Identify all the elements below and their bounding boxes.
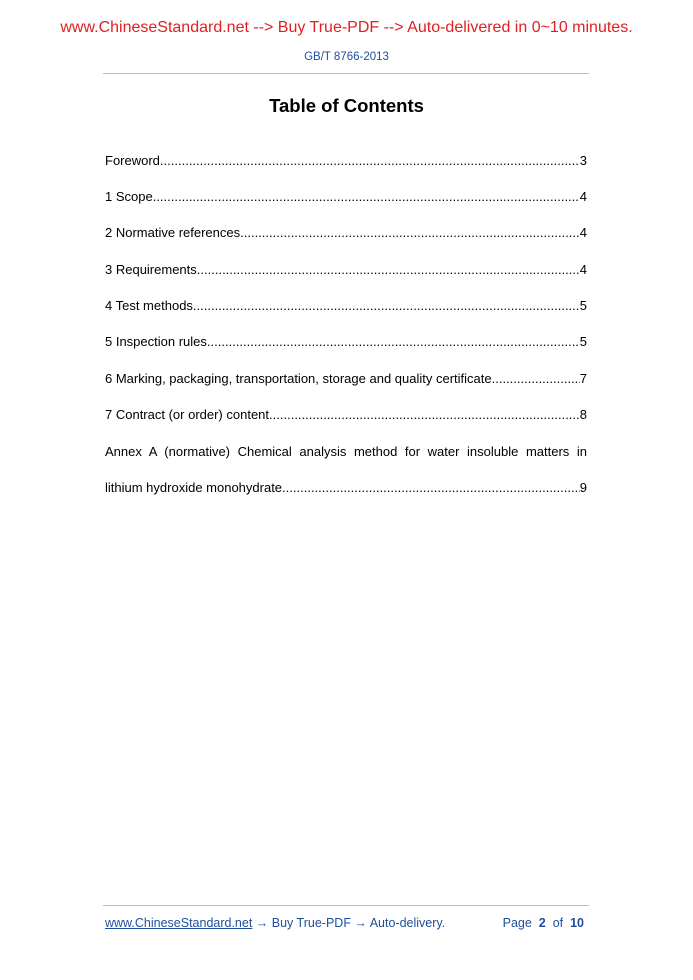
toc-dot-leader [492,371,580,386]
toc-entry-requirements[interactable] [105,262,587,277]
arrow-right-icon: → [252,916,272,930]
toc-dot-leader [197,262,580,277]
toc-page-number: 8 [579,407,587,422]
current-page: 2 [538,916,546,930]
toc-entry-test-methods[interactable] [105,298,587,313]
toc-entry-normative-references[interactable] [105,225,587,240]
toc-dot-leader [160,153,580,168]
toc-page-number: 3 [579,153,587,168]
toc-entry-scope[interactable] [105,189,587,204]
page-label: Page [502,916,532,930]
footer-divider [103,905,589,906]
toc-page-number: 4 [579,225,587,240]
toc-page-number: 4 [579,262,587,277]
toc-dot-leader [153,189,580,204]
footer-site-link[interactable]: www.ChineseStandard.net [105,916,253,930]
toc-entry-contract-content[interactable] [105,407,587,422]
toc-entry-marking-packaging[interactable] [105,371,587,386]
footer-promo [105,916,445,930]
page-of-label: of [552,916,564,930]
toc-dot-leader [240,225,580,240]
toc-page-number: 7 [579,371,587,386]
header-divider [103,73,589,74]
toc-entry-inspection-rules[interactable] [105,334,587,349]
toc-entry-annex-a-line2[interactable] [105,480,587,495]
top-banner[interactable]: www.ChineseStandard.net --> Buy True-PDF --> Auto-delivered in 0~10 minutes. [60,19,633,36]
toc-entry-label: 3 Requirements [105,262,197,277]
page-indicator [503,916,584,930]
footer-auto-text: Auto-delivery. [369,916,446,930]
toc-dot-leader [282,480,580,495]
toc-dot-leader [207,334,580,349]
document-id: GB/T 8766-2013 [304,51,389,63]
toc-dot-leader [193,298,580,313]
toc-entry-label: 2 Normative references [105,225,241,240]
toc-page-number: 4 [579,189,587,204]
toc-entry-label: 4 Test methods [105,298,193,313]
toc-dot-leader [269,407,580,422]
toc-entry-label: 1 Scope [105,189,153,204]
toc-entry-label: 6 Marking, packaging, transportation, storage and quality certificate [105,371,492,386]
arrow-right-icon: → [350,916,370,930]
total-pages: 10 [570,916,584,930]
toc-entry-annex-a-line1[interactable]: Annex A (normative) Chemical analysis method for water insoluble matters in [105,444,587,459]
toc-entry-foreword[interactable] [105,153,587,168]
footer-buy-text: Buy True-PDF [271,916,351,930]
toc-page-number: 5 [579,334,587,349]
toc-title: Table of Contents [269,95,424,116]
toc-entry-label: 5 Inspection rules [105,334,207,349]
toc-page-number: 5 [579,298,587,313]
toc-entry-label: 7 Contract (or order) content [105,407,270,422]
toc-entry-label: lithium hydroxide monohydrate [105,480,283,495]
toc-entry-label: Foreword [105,153,160,168]
toc-page-number: 9 [579,480,587,495]
